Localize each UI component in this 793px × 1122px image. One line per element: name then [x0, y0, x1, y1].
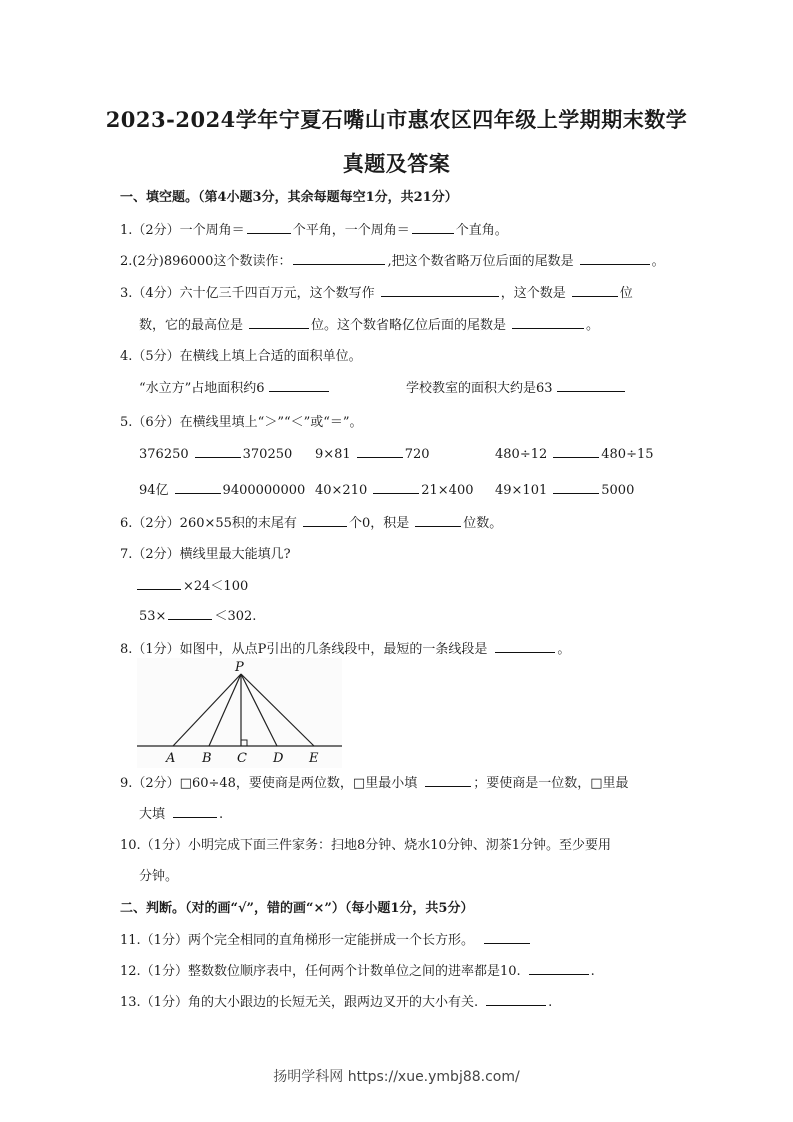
- question-1: [120, 219, 508, 238]
- q7-item-1: [137, 575, 248, 594]
- q3-blank-3[interactable]: [249, 314, 309, 329]
- q7-blank-2[interactable]: [168, 605, 212, 620]
- q9-text-d: .: [219, 807, 224, 822]
- q6-blank-2[interactable]: [415, 512, 461, 527]
- section-1-heading: 一、填空题。（第4小题3分，其余每题每空1分，共21分）: [120, 190, 458, 205]
- q11-blank[interactable]: [484, 929, 530, 944]
- q6-blank-1[interactable]: [303, 512, 347, 527]
- q5-r1-blank-1[interactable]: [195, 443, 241, 458]
- footer-watermark: 扬明学科网 https://xue.ymbj88.com/: [273, 1069, 520, 1085]
- q13-blank[interactable]: [486, 991, 546, 1006]
- q1-text-b: 个平角，一个周角＝: [292, 223, 410, 238]
- q4-text-c: 学校教室的面积大约是63: [406, 381, 553, 396]
- q1-text-a: 1.（2分）一个周角＝: [120, 223, 245, 238]
- q12-period: .: [590, 964, 595, 979]
- q5-r1-c2: [315, 443, 430, 462]
- label-b: B: [202, 751, 212, 766]
- q5-r2-left-2: 40×210: [315, 483, 368, 498]
- question-3-line-1: [120, 282, 633, 301]
- q2-text-b: ,把这个数省略万位后面的尾数是: [387, 254, 574, 269]
- question-8: [120, 638, 570, 657]
- question-12: [120, 960, 595, 979]
- q2-text-c: 。: [651, 254, 665, 269]
- q5-r2-right-3: 5000: [601, 483, 635, 498]
- q5-r2-left-3: 49×101: [495, 483, 548, 498]
- q1-blank-2[interactable]: [412, 219, 454, 234]
- q9-blank-1[interactable]: [425, 772, 471, 787]
- label-c: C: [237, 751, 247, 766]
- label-e: E: [309, 751, 319, 766]
- q5-r1-left-3: 480÷12: [495, 447, 548, 462]
- q8-text-b: 。: [557, 642, 571, 657]
- q12-text: 12.（1分）整数数位顺序表中，任何两个计数单位之间的进率都是10.: [120, 964, 521, 979]
- segment-figure: [137, 658, 342, 768]
- q5-r2-left-1: 94亿: [139, 483, 169, 498]
- q10-text-b: 分钟。: [139, 869, 179, 884]
- q4-blank-2[interactable]: [557, 377, 625, 392]
- q9-text-a: 9.（2分）□60÷48，要使商是两位数，□里最小填: [120, 776, 418, 791]
- q5-r2-blank-1[interactable]: [175, 479, 221, 494]
- label-a: A: [166, 751, 176, 766]
- q5-r2-right-2: 21×400: [421, 483, 474, 498]
- q5-r2-c3: [495, 479, 634, 498]
- question-6: [120, 512, 502, 531]
- q7-item-2: [139, 605, 256, 624]
- q2-blank-2[interactable]: [580, 250, 650, 265]
- q13-period: .: [548, 995, 553, 1010]
- q5-r1-blank-2[interactable]: [357, 443, 403, 458]
- q5-r2-c2: [315, 479, 474, 498]
- question-11: [120, 929, 532, 948]
- q5-r1-c3: [495, 443, 654, 462]
- q5-r2-blank-2[interactable]: [373, 479, 419, 494]
- q7-text-d: ＜302.: [214, 609, 257, 624]
- q8-text-a: 8.（1分）如图中，从点P引出的几条线段中，最短的一条线段是: [120, 642, 488, 657]
- q11-text: 11.（1分）两个完全相同的直角梯形一定能拼成一个长方形。: [120, 933, 474, 948]
- q3-blank-4[interactable]: [512, 314, 584, 329]
- q4-text-b: “水立方”占地面积约6: [139, 381, 265, 396]
- q5-r1-right-2: 720: [404, 447, 430, 462]
- q4-item-1: [139, 377, 331, 396]
- question-13: [120, 991, 552, 1010]
- q6-text-a: 6.（2分）260×55积的末尾有: [120, 516, 297, 531]
- q3-text-d: 数，它的最高位是: [139, 318, 244, 333]
- q3-text-c: 位: [619, 286, 633, 301]
- q8-blank-1[interactable]: [495, 638, 555, 653]
- q5-r1-blank-3[interactable]: [553, 443, 599, 458]
- q4-item-2: [406, 377, 627, 396]
- q5-r2-c1: [139, 479, 305, 498]
- q6-text-b: 个0，积是: [348, 516, 410, 531]
- q13-text: 13.（1分）角的大小跟边的长短无关，跟两边叉开的大小有关.: [120, 995, 479, 1010]
- q4-blank-1[interactable]: [269, 377, 329, 392]
- q1-blank-1[interactable]: [247, 219, 291, 234]
- q5-r2-right-1: 9400000000: [222, 483, 306, 498]
- q10-text-a: 10.（1分）小明完成下面三件家务：扫地8分钟、烧水10分钟、沏茶1分钟。至少要用: [120, 838, 612, 853]
- q3-blank-1[interactable]: [381, 282, 499, 297]
- q7-blank-1[interactable]: [137, 575, 181, 590]
- q7-text-b: ×24＜100: [183, 579, 249, 594]
- q6-text-c: 位数。: [463, 516, 503, 531]
- question-2: [120, 250, 665, 269]
- q5-r1-left-1: 376250: [139, 447, 189, 462]
- q3-text-f: 。: [586, 318, 600, 333]
- title-line-2: 真题及答案: [342, 151, 451, 176]
- label-d: D: [273, 751, 284, 766]
- q3-text-a: 3.（4分）六十亿三千四百万元，这个数写作: [120, 286, 375, 301]
- q2-blank-1[interactable]: [293, 250, 385, 265]
- q5-prompt: 5.（6分）在横线里填上“＞”“＜”或“＝”。: [120, 415, 363, 430]
- q5-r2-blank-3[interactable]: [553, 479, 599, 494]
- q7-prompt: 7.（2分）横线里最大能填几?: [120, 547, 291, 562]
- title-line-1: 2023-2024学年宁夏石嘴山市惠农区四年级上学期期末数学: [105, 107, 688, 132]
- q5-r1-left-2: 9×81: [315, 447, 351, 462]
- q5-r1-c1: [139, 443, 292, 462]
- q9-blank-2[interactable]: [173, 803, 217, 818]
- label-p: P: [235, 660, 244, 675]
- q7-text-c: 53×: [139, 609, 167, 624]
- question-3-line-2: [139, 314, 599, 333]
- q3-text-b: ，这个数是: [500, 286, 566, 301]
- q4-prompt: 4.（5分）在横线上填上合适的面积单位。: [120, 349, 362, 364]
- section-2-heading: 二、判断。（对的画“√”，错的画“×”）（每小题1分，共5分）: [120, 901, 474, 916]
- q2-text-a: 2.(2分)896000这个数读作：: [120, 254, 292, 269]
- q5-r1-right-1: 370250: [242, 447, 293, 462]
- q1-text-c: 个直角。: [455, 223, 508, 238]
- question-9-line-1: [120, 772, 629, 791]
- q5-r1-right-3: 480÷15: [601, 447, 654, 462]
- q9-text-b: ；要使商是一位数，□里最: [473, 776, 629, 791]
- q3-text-e: 位。这个数省略亿位后面的尾数是: [311, 318, 507, 333]
- q12-blank[interactable]: [529, 960, 589, 975]
- q3-blank-2[interactable]: [572, 282, 618, 297]
- question-9-line-2: [139, 803, 223, 822]
- q9-text-c: 大填: [139, 807, 166, 822]
